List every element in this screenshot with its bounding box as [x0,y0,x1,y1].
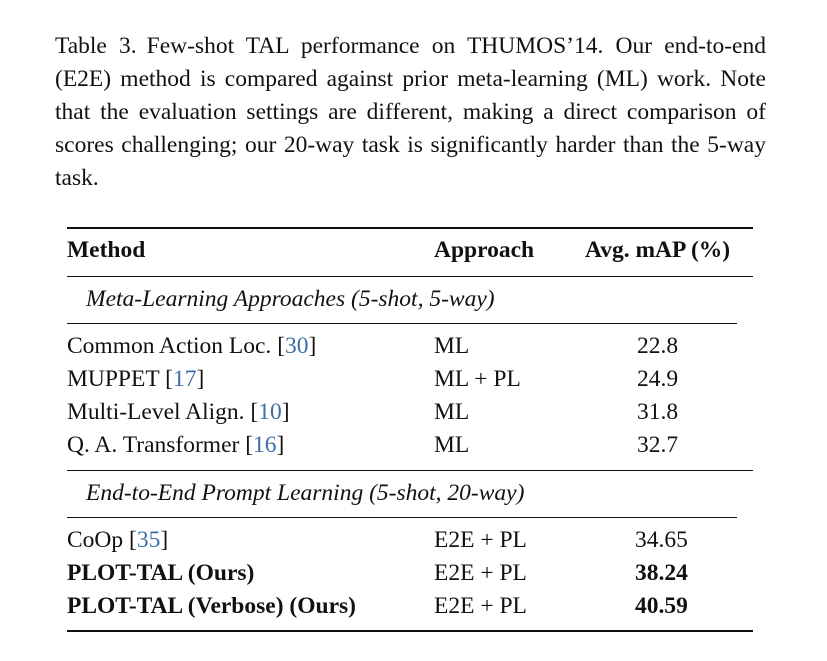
approach-cell: ML [434,399,470,425]
approach-cell: ML [434,432,470,458]
header-method: Method [67,237,146,263]
group-rule [67,470,753,471]
approach-cell: ML + PL [434,366,521,392]
map-cell: 22.8 [637,333,679,359]
caption-label: Table 3. [55,33,137,59]
method-cell: CoOp [35] [67,527,169,553]
approach-cell: ML [434,333,470,359]
method-cell: PLOT-TAL (Ours) [67,560,255,586]
method-cell: MUPPET [17] [67,366,205,392]
citation-link[interactable]: 17 [173,366,197,392]
header-rule [67,276,753,277]
map-cell: 40.59 [635,593,688,619]
method-cell: Multi-Level Align. [10] [67,399,290,425]
approach-cell: E2E + PL [434,593,527,619]
approach-cell: E2E + PL [434,560,527,586]
map-cell: 24.9 [637,366,679,392]
citation-link[interactable]: 35 [136,527,161,553]
caption-text: Few-shot TAL performance on THUMOS’14. Our end-to-end (E2E) method is compared against prior meta-learning (ML) work. Note that the evaluation settings are different, making a direct comparison of scores challenging; our 20-way task is significantly harder than the 5-way task. [55,33,766,191]
table-caption [55,30,766,195]
section-title-prompt-learning: End-to-End Prompt Learning (5-shot, 20-way) [86,480,525,506]
citation-link[interactable]: 10 [258,399,282,425]
map-cell: 38.24 [635,560,688,586]
header-avg-map: Avg. mAP (%) [585,237,731,263]
header-approach: Approach [434,237,535,263]
approach-cell: E2E + PL [434,527,527,553]
section-rule [67,323,737,324]
section-rule [67,517,737,518]
map-cell: 32.7 [637,432,679,458]
bottom-rule [67,630,753,632]
map-cell: 31.8 [637,399,679,425]
method-cell: Common Action Loc. [30] [67,333,317,359]
method-cell: Q. A. Transformer [16] [67,432,285,458]
citation-link[interactable]: 16 [253,432,277,458]
method-cell: PLOT-TAL (Verbose) (Ours) [67,593,356,619]
section-title-meta-learning: Meta-Learning Approaches (5-shot, 5-way) [86,286,495,312]
citation-link[interactable]: 30 [285,333,309,359]
top-rule [67,227,753,229]
map-cell: 34.65 [635,527,688,553]
